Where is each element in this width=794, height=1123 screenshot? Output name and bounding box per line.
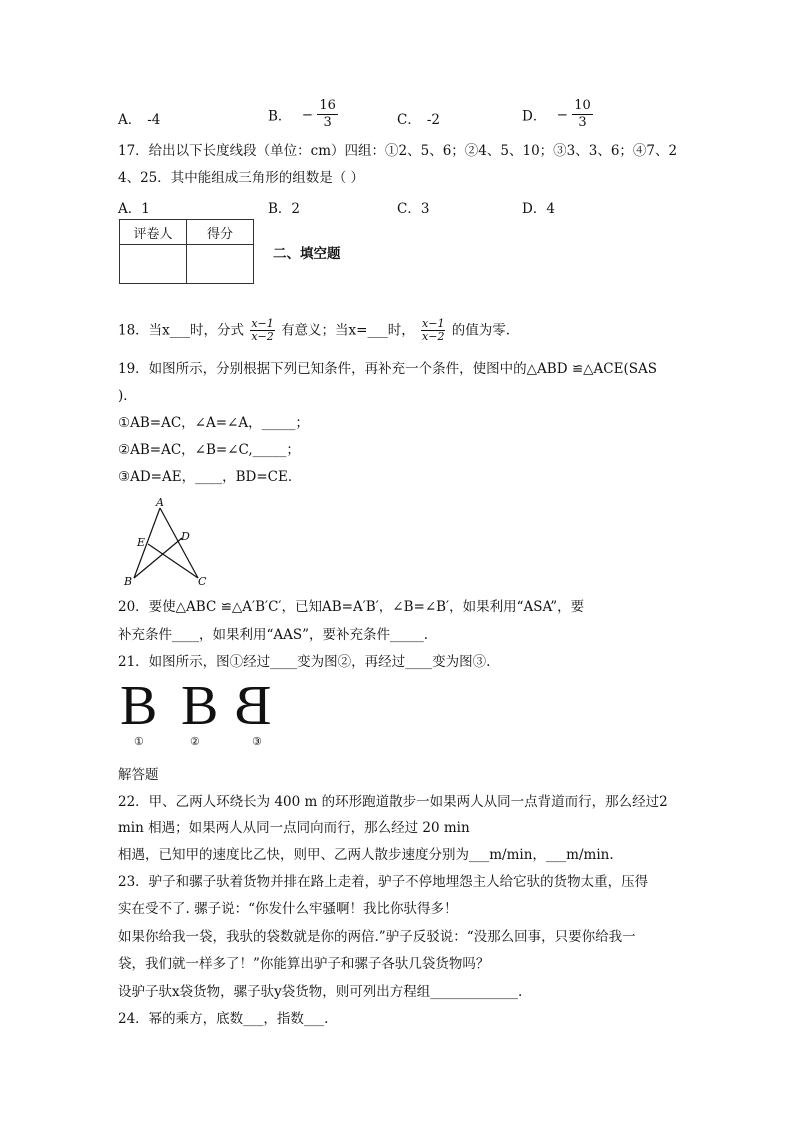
q19-condition-1: ①AB=AC，∠A=∠A，_____； <box>118 415 309 431</box>
q23-line3: 如果你给我一袋，我驮的袋数就是你的两倍.”驴子反驳说：“没那么回事，只要你给我一 <box>118 929 636 945</box>
q19-line1: 19．如图所示，分别根据下列已知条件，再补充一个条件，使图中的△ABD ≌△ACE(SAS <box>118 361 657 377</box>
q19-condition-3: ③AD=AE，____，BD=CE． <box>118 469 302 485</box>
score-table-score-cell <box>187 245 254 284</box>
triangle-figure <box>118 496 218 588</box>
q17-line1: 17．给出以下长度线段（单位：cm）四组：①2、5、6；②4、5、10；③3、3、6；④7、2 <box>118 143 678 159</box>
q24-line1: 24．幂的乘方，底数___，指数___. <box>118 1011 329 1027</box>
q22-line3: 相遇，已知甲的速度比乙快，则甲、乙两人散步速度分别为___m/min，___m/min. <box>118 847 614 863</box>
q20-line2: 补充条件____，如果利用“AAS”，要补充条件_____. <box>118 627 429 643</box>
q17-option-d: D．4 <box>522 201 555 217</box>
q17-line2: 4、25．其中能组成三角形的组数是（ ） <box>118 170 365 186</box>
q22-line2: min 相遇；如果两人从同一点同向而行，那么经过 20 min <box>118 820 470 836</box>
label-a: A <box>156 496 164 509</box>
q18-line: 18．当x___时，分式 $\frac{x-1}{x-2}$ 有意义；当x=___时， $\frac{x-1}{x-2}$ 的值为零. <box>118 317 511 343</box>
q17-option-c: C．3 <box>397 201 430 217</box>
label-c: C <box>198 575 207 588</box>
section-answer-title: 解答题 <box>118 767 159 783</box>
score-table-score-header: 得分 <box>187 220 254 245</box>
section-fill-in-title: 二、填空题 <box>273 246 341 262</box>
q23-line1: 23．驴子和骡子驮着货物并排在路上走着，驴子不停地埋怨主人给它驮的货物太重，压得 <box>118 874 649 890</box>
figure-1-letter: B <box>120 675 158 737</box>
q19-line2: )． <box>118 388 137 404</box>
q16-option-d: D． − $\frac{10}{3}$ <box>522 98 591 130</box>
line-ce <box>148 544 198 578</box>
figure-2-letter: B <box>181 675 219 737</box>
figure-1-caption: ① <box>134 735 144 748</box>
score-table-grader-cell <box>120 245 187 284</box>
q20-line1: 20．要使△ABC ≌△A′B′C′，已知AB=A′B′，∠B=∠B′，如果利用“ASA”，要 <box>118 599 585 615</box>
line-ac <box>160 508 198 578</box>
figure-3-letter-mirrored: B <box>234 675 272 737</box>
q16-option-a: A． -4 <box>118 112 161 128</box>
score-table-grader-header: 评卷人 <box>120 220 187 245</box>
q18-fraction-2: $\frac{x-1}{x-2}$ <box>422 317 445 343</box>
q16-option-c: C． -2 <box>397 112 440 128</box>
q16-b-fraction: $\frac{16}{3}$ <box>319 98 336 130</box>
label-b: B <box>124 575 133 588</box>
q16-d-fraction: $\frac{10}{3}$ <box>574 98 591 130</box>
label-d: D <box>181 530 190 543</box>
figure-2-caption: ② <box>190 735 200 748</box>
q22-line1: 22．甲、乙两人环绕长为 400 m 的环形跑道散步一如果两人从同一点背道而行，那么经过2 <box>118 794 668 810</box>
q21-line1: 21．如图所示，图①经过____变为图②，再经过____变为图③. <box>118 654 491 670</box>
q17-option-b: B．2 <box>268 201 301 217</box>
q19-condition-2: ②AB=AC，∠B=∠C,_____； <box>118 442 300 458</box>
q18-fraction-1: $\frac{x-1}{x-2}$ <box>251 317 274 343</box>
q23-line4: 袋，我们就一样多了！”你能算出驴子和骡子各驮几袋货物吗？ <box>118 956 490 972</box>
q16-option-b: B． − $\frac{16}{3}$ <box>268 98 336 130</box>
score-table <box>119 219 254 284</box>
q23-line5: 设驴子驮x袋货物，骡子驮y袋货物，则可列出方程组_____________. <box>118 984 523 1000</box>
label-e: E <box>137 536 146 549</box>
q23-line2: 实在受不了. 骡子说：“你发什么牢骚啊！我比你驮得多！ <box>118 901 458 917</box>
q17-option-a: A．1 <box>118 201 150 217</box>
figure-3-caption: ③ <box>252 735 262 748</box>
